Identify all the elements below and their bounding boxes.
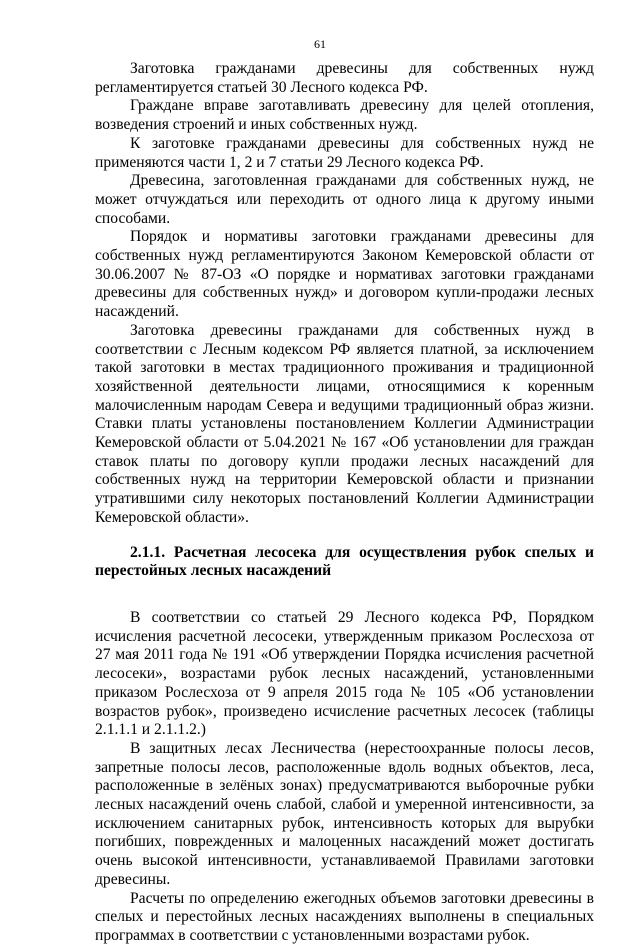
paragraph: Расчеты по определению ежегодных объемов заготовки древесины в спелых и перестойных лесных насаждениях выполнены в специальных программах в соответствии с установленными возрастами рубок. (95, 889, 594, 944)
paragraph: В соответствии со статьей 29 Лесного кодекса РФ, Порядком исчисления расчетной лесосеки, утвержденным приказом Рослесхоза от 27 мая 2011 года № 191 «Об утверждении Порядка исчисления расчетной лесосеки», возрастами рубок лесных насаждений, установленными приказом Рослесхоза от 9 апреля 2015 года № 105 «Об установлении возрастов рубок», произведено исчисление расчетных лесосек (таблицы 2.1.1.1 и 2.1.1.2.) (95, 608, 594, 739)
paragraph: К заготовке гражданами древесины для собственных нужд не применяются части 1, 2 и 7 статьи 29 Лесного кодекса РФ. (95, 134, 594, 171)
paragraph: Заготовка гражданами древесины для собственных нужд регламентируется статьей 30 Лесного кодекса РФ. (95, 60, 594, 96)
paragraph: Заготовка древесины гражданами для собственных нужд в соответствии с Лесным кодексом РФ является платной, за исключением такой заготовки в местах традиционного проживания и традиционной хозяйственной деятельности лицами, относящимися к коренным малочисленным народам Севера и ведущими традиционный образ жизни. Ставки платы установлены постановлением Коллегии Администрации Кемеровской области от 5.04.2021 № 167 «Об установлении для граждан ставок платы по договору купли продажи лесных насаждений для собственных нужд на территории Кемеровской области и признании утратившими силу некоторых постановлений Коллегии Администрации Кемеровской области». (95, 321, 594, 526)
page-number: 61 (314, 37, 326, 51)
document-body (95, 60, 594, 946)
paragraph: Порядок и нормативы заготовки гражданами древесины для собственных нужд регламентируются Законом Кемеровской области от 30.06.2007 № 87-ОЗ «О порядке и нормативах заготовки гражданами древесины для собственных нужд» и договором купли-продажи лесных насаждений. (95, 228, 594, 321)
paragraph: Древесина, заготовленная гражданами для собственных нужд, не может отчуждаться или переходить от одного лица к другому иными способами. (95, 172, 594, 227)
paragraph: Граждане вправе заготавливать древесину для целей отопления, возведения строений и иных собственных нужд. (95, 97, 594, 134)
section-heading: 2.1.1. Расчетная лесосека для осуществления рубок спелых и перестойных лесных насаждений (95, 543, 594, 580)
paragraph: В защитных лесах Лесничества (нерестоохранные полосы лесов, запретные полосы лесов, расположенные вдоль водных объектов, леса, расположенные в зелёных зонах) предусматриваются выборочные рубки лесных насаждений очень слабой, слабой и умеренной интенсивности, за исключением санитарных рубок, интенсивность которых для вырубки погибших, поврежденных и малоценных насаждений может достигать очень высокой интенсивности, устанавливаемой Правилами заготовки древесины. (95, 739, 594, 888)
